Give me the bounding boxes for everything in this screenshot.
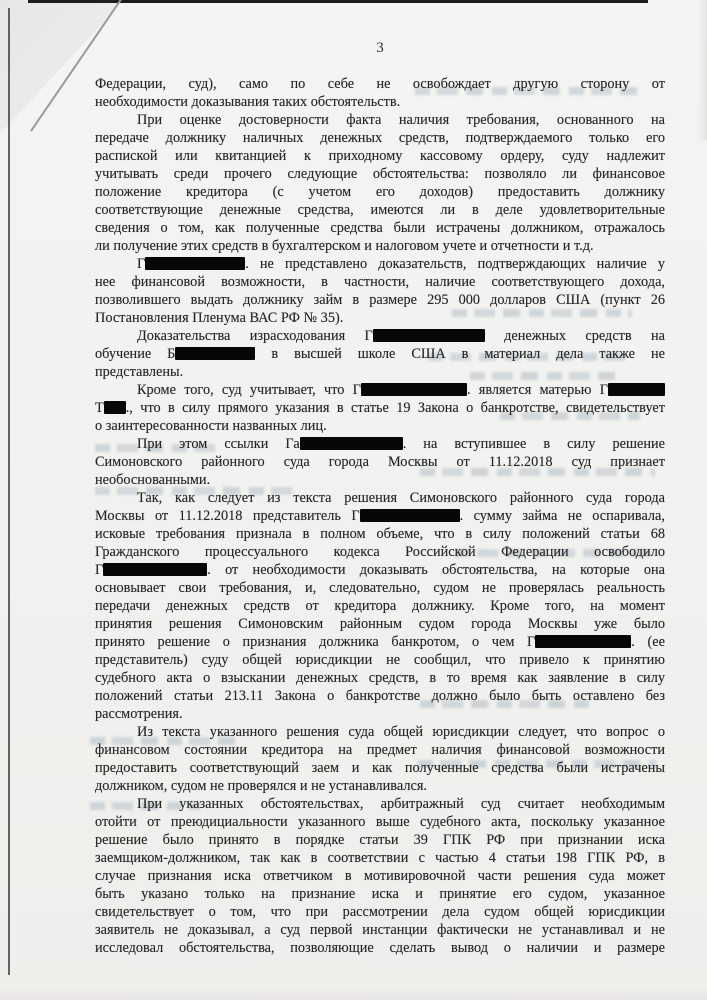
text-line bbox=[95, 111, 665, 129]
text-line bbox=[95, 795, 665, 813]
text-segment: При указанных обстоятельствах, арбитражный суд считает необходимым bbox=[137, 796, 665, 812]
redaction-bar bbox=[175, 347, 255, 360]
text-line bbox=[95, 885, 665, 903]
text-segment: . от необходимости доказывать обстоятельства, на которые она bbox=[207, 562, 665, 578]
redaction-bar bbox=[300, 437, 403, 450]
text-line bbox=[95, 777, 665, 795]
text-segment: передаче должнику наличных денежных средств, подтверждаемого только его bbox=[95, 130, 665, 146]
text-line bbox=[95, 849, 665, 867]
text-segment: основывает свои требования, и, следовательно, судом не проверялась реальность bbox=[95, 580, 665, 596]
text-segment: Т bbox=[95, 400, 104, 416]
text-line bbox=[95, 165, 665, 183]
text-segment: Постановления Пленума ВАС РФ № 35). bbox=[95, 310, 344, 326]
paragraph bbox=[95, 723, 665, 795]
text-segment: в высшей школе США в материал дела также не bbox=[255, 346, 665, 362]
text-segment: решение было принято в порядке статьи 39 ГПК РФ при признании иска bbox=[95, 832, 665, 848]
text-segment: предоставить соответствующий заем и как полученные средства были истрачены bbox=[95, 760, 665, 776]
redaction-bar bbox=[103, 563, 207, 576]
text-line bbox=[95, 867, 665, 885]
text-segment: финансовом состоянии кредитора на предмет наличия финансовой возможности bbox=[95, 742, 665, 758]
text-segment: рассмотрения. bbox=[95, 706, 183, 722]
text-segment: денежных средств на bbox=[484, 328, 666, 344]
text-segment: заявитель не доказывал, а суд первой инстанции фактически не устанавливал и не bbox=[95, 922, 665, 938]
text-segment: передачи денежных средств от кредитора должнику. Кроме того, на момент bbox=[95, 598, 665, 614]
text-line bbox=[95, 705, 665, 723]
text-line bbox=[95, 687, 665, 705]
text-segment: представитель) суду общей юрисдикции не сообщил, что привело к принятию bbox=[95, 652, 665, 668]
text-segment: Г bbox=[137, 256, 146, 272]
text-line bbox=[95, 831, 665, 849]
redaction-bar bbox=[145, 257, 245, 270]
text-line bbox=[95, 219, 665, 237]
redaction-bar bbox=[360, 509, 460, 522]
text-segment: нее финансовой возможности, в частности, наличие соответствующего дохода, bbox=[95, 274, 665, 290]
text-line bbox=[95, 345, 665, 363]
text-line bbox=[95, 579, 665, 597]
text-segment: . сумму займа не оспаривала, bbox=[459, 508, 665, 524]
paragraph bbox=[95, 327, 665, 381]
text-segment: . (ее bbox=[631, 634, 665, 650]
text-segment: необоснованными. bbox=[95, 472, 211, 488]
text-line bbox=[95, 471, 665, 489]
text-segment: ли получение этих средств в бухгалтерском и налоговом учете и отчетности и т.д. bbox=[95, 238, 594, 254]
redaction-bar bbox=[104, 401, 126, 414]
text-line bbox=[95, 129, 665, 147]
text-segment: о заинтересованности названных лиц. bbox=[95, 418, 327, 434]
page-number: 3 bbox=[376, 40, 384, 56]
text-line bbox=[95, 75, 665, 93]
text-segment: . является матерью Г bbox=[466, 382, 608, 398]
text-line bbox=[95, 93, 665, 111]
paragraph bbox=[95, 435, 665, 489]
text-segment: учитывать среди прочего следующие обстоятельства: позволяло ли финансовое bbox=[95, 166, 665, 182]
text-line bbox=[95, 147, 665, 165]
text-line bbox=[95, 363, 665, 381]
text-segment: принято решение о признания должника банкротом, о чем Г bbox=[95, 634, 536, 650]
text-segment: отойти от преюдициальности указанного выше судебного акта, поскольку указанное bbox=[95, 814, 665, 830]
paragraph bbox=[95, 489, 665, 723]
text-line bbox=[95, 255, 665, 273]
text-line bbox=[95, 813, 665, 831]
paragraph bbox=[95, 795, 665, 957]
text-line bbox=[95, 309, 665, 327]
paragraph bbox=[95, 111, 665, 255]
text-line bbox=[95, 921, 665, 939]
text-segment: необходимости доказывания таких обстоятельств. bbox=[95, 94, 401, 110]
text-segment: ., что в силу прямого указания в статье 19 Закона о банкротстве, свидетельствует bbox=[125, 400, 665, 416]
text-segment: сведения о том, как полученные средства были истрачены должником, отражалось bbox=[95, 220, 665, 236]
text-line bbox=[95, 453, 665, 471]
text-line bbox=[95, 183, 665, 201]
text-segment: свидетельствует о том, что при рассмотрении дела судом общей юрисдикции bbox=[95, 904, 665, 920]
redaction-bar bbox=[608, 383, 665, 396]
text-line bbox=[95, 417, 665, 435]
text-line bbox=[95, 273, 665, 291]
text-line bbox=[95, 759, 665, 777]
text-line bbox=[95, 507, 665, 525]
document-text bbox=[95, 75, 665, 957]
text-line bbox=[95, 435, 665, 453]
text-segment: При этом ссылки Га bbox=[137, 436, 300, 452]
text-segment: Так, как следует из текста решения Симоновского районного суда города bbox=[137, 490, 665, 506]
text-line bbox=[95, 489, 665, 507]
text-line bbox=[95, 903, 665, 921]
redaction-bar bbox=[361, 383, 467, 396]
text-segment: положение кредитора (с учетом его доходов) предоставить должнику bbox=[95, 184, 665, 200]
text-line bbox=[95, 327, 665, 345]
text-segment: исковые требования признала в полном объеме, что в силу положений статьи 68 bbox=[95, 526, 665, 542]
text-line bbox=[95, 669, 665, 687]
text-segment: Кроме того, суд учитывает, что Г bbox=[137, 382, 361, 398]
text-segment: заемщиком-должником, так как в соответствии с частью 4 статьи 198 ГПК РФ, в bbox=[95, 850, 665, 866]
text-line bbox=[95, 543, 665, 561]
text-segment: Федерации, суд), само по себе не освобождает другую сторону от bbox=[95, 76, 665, 92]
text-line bbox=[95, 381, 665, 399]
paragraph bbox=[95, 381, 665, 435]
text-line bbox=[95, 291, 665, 309]
text-segment: обучение Б bbox=[95, 346, 176, 362]
text-segment: соответствующие денежные средства, имеются ли в деле удовлетворительные bbox=[95, 202, 665, 218]
text-segment: позволившего выдать должнику займ в размере 295 000 долларов США (пункт 26 bbox=[95, 292, 665, 308]
text-line bbox=[95, 723, 665, 741]
text-segment: судебного акта о взыскании денежных средств, в то время как заявление в силу bbox=[95, 670, 665, 686]
text-segment: При оценке достоверности факта наличия требования, основанного на bbox=[137, 112, 665, 128]
text-segment: . не представлено доказательств, подтверждающих наличие у bbox=[245, 256, 665, 272]
text-segment: Москвы от 11.12.2018 представитель Г bbox=[95, 508, 360, 524]
text-line bbox=[95, 597, 665, 615]
redaction-bar bbox=[535, 635, 631, 648]
text-segment: Г bbox=[95, 562, 104, 578]
text-line bbox=[95, 237, 665, 255]
text-segment: . на вступившее в силу решение bbox=[402, 436, 666, 452]
text-line bbox=[95, 525, 665, 543]
text-line bbox=[95, 651, 665, 669]
text-line bbox=[95, 399, 665, 417]
text-segment: распиской или квитанцией к приходному кассовому ордеру, суду надлежит bbox=[95, 148, 665, 164]
text-segment: быть указано только на признание иска и принятие его судом, указанное bbox=[95, 886, 665, 902]
text-segment: положений статьи 213.11 Закона о банкротстве должно было быть оставлено без bbox=[95, 688, 665, 704]
text-segment: Гражданского процессуального кодекса Российской Федерации освободило bbox=[95, 544, 665, 560]
text-line bbox=[95, 615, 665, 633]
text-segment: Симоновского районного суда города Москвы от 11.12.2018 суд признает bbox=[95, 454, 665, 470]
text-segment: Доказательства израсходования Г bbox=[137, 328, 373, 344]
text-line bbox=[95, 939, 665, 957]
text-line bbox=[95, 561, 665, 579]
text-line bbox=[95, 741, 665, 759]
text-segment: исследовал обстоятельства, позволяющие сделать вывод о наличии и размере bbox=[95, 940, 665, 956]
text-segment: Из текста указанного решения суда общей юрисдикции следует, что вопрос о bbox=[137, 724, 665, 740]
paragraph bbox=[95, 255, 665, 327]
text-line bbox=[95, 633, 665, 651]
text-segment: должником, судом не проверялся и не устанавливался. bbox=[95, 778, 427, 794]
redaction-bar bbox=[373, 329, 485, 342]
text-segment: случае признания иска ответчиком в мотивировочной части решения суда может bbox=[95, 868, 665, 884]
text-segment: принятия решения Симоновским районным судом города Москвы уже было bbox=[95, 616, 665, 632]
text-line bbox=[95, 201, 665, 219]
text-segment: представлены. bbox=[95, 364, 184, 380]
paragraph bbox=[95, 75, 665, 111]
